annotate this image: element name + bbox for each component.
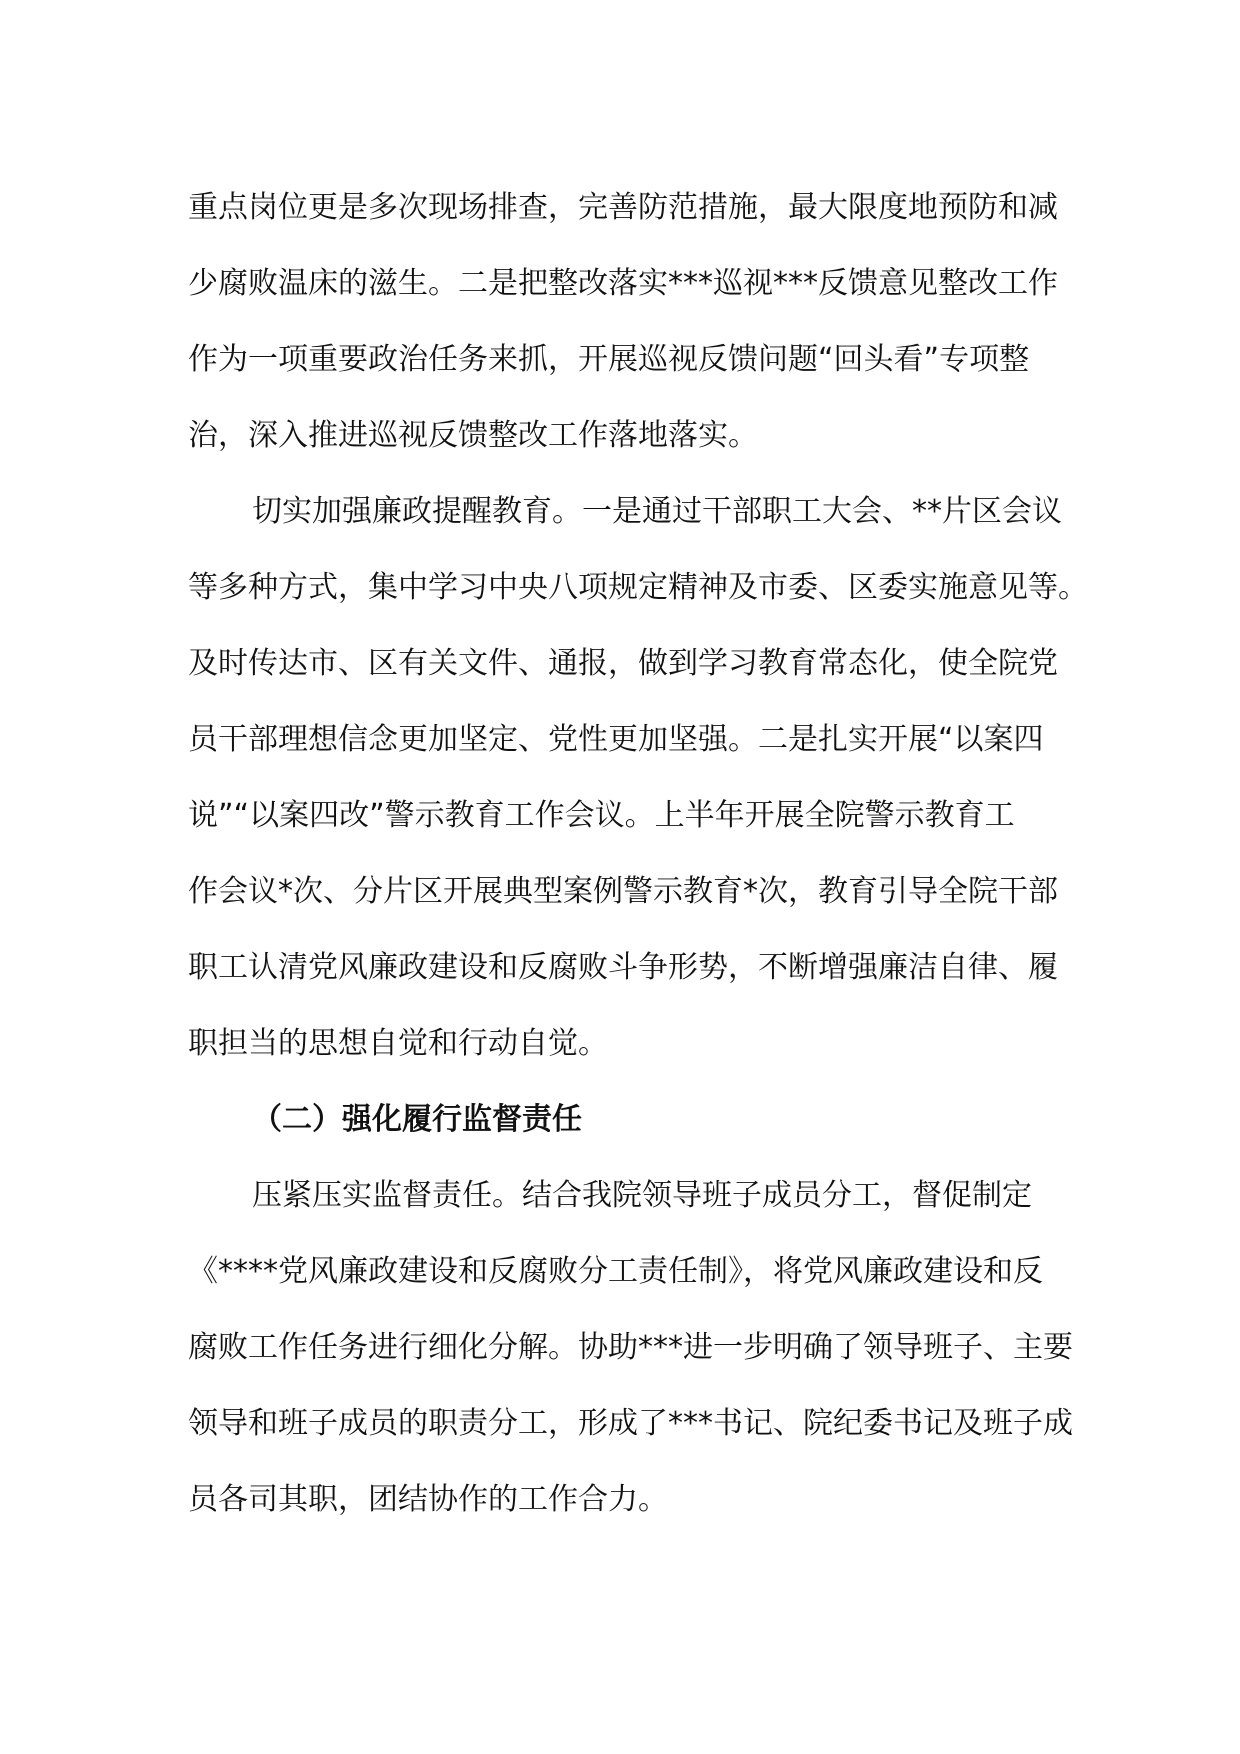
text-line: 腐败工作任务进行细化分解。协助***进一步明确了领导班子、主要 (188, 1330, 1073, 1365)
text-line: 作会议*次、分片区开展典型案例警示教育*次，教育引导全院干部 (188, 874, 1058, 909)
text-line: 职担当的思想自觉和行动自觉。 (188, 1026, 608, 1061)
document-body (188, 170, 1088, 1538)
text-line: 重点岗位更是多次现场排查，完善防范措施，最大限度地预防和减 (188, 190, 1058, 225)
text-line: 等多种方式，集中学习中央八项规定精神及市委、区委实施意见等。 (188, 570, 1088, 605)
paragraph-education (188, 474, 1088, 1082)
text-line: 员干部理想信念更加坚定、党性更加坚强。二是扎实开展“以案四 (188, 722, 1044, 757)
text-line: 员各司其职，团结协作的工作合力。 (188, 1482, 668, 1517)
text-line: 职工认清党风廉政建设和反腐败斗争形势，不断增强廉洁自律、履 (188, 950, 1058, 985)
text-line: 作为一项重要政治任务来抓，开展巡视反馈问题“回头看”专项整 (188, 342, 1030, 377)
text-line: 《****党风廉政建设和反腐败分工责任制》，将党风廉政建设和反 (188, 1254, 1043, 1289)
paragraph-continuation (188, 170, 1060, 474)
text-line: 切实加强廉政提醒教育。一是通过干部职工大会、**片区会议 (252, 494, 1062, 529)
text-line: 治，深入推进巡视反馈整改工作落地落实。 (188, 418, 758, 453)
text-line: 压紧压实监督责任。结合我院领导班子成员分工，督促制定 (252, 1178, 1032, 1213)
text-line: 及时传达市、区有关文件、通报，做到学习教育常态化，使全院党 (188, 646, 1058, 681)
text-line: 说”“以案四改”警示教育工作会议。上半年开展全院警示教育工 (188, 798, 1015, 833)
paragraph-supervision (188, 1158, 1073, 1538)
text-line: 领导和班子成员的职责分工，形成了***书记、院纪委书记及班子成 (188, 1406, 1073, 1441)
text-line: 少腐败温床的滋生。二是把整改落实***巡视***反馈意见整改工作 (188, 266, 1058, 301)
section-heading: （二）强化履行监督责任 (252, 1102, 582, 1137)
